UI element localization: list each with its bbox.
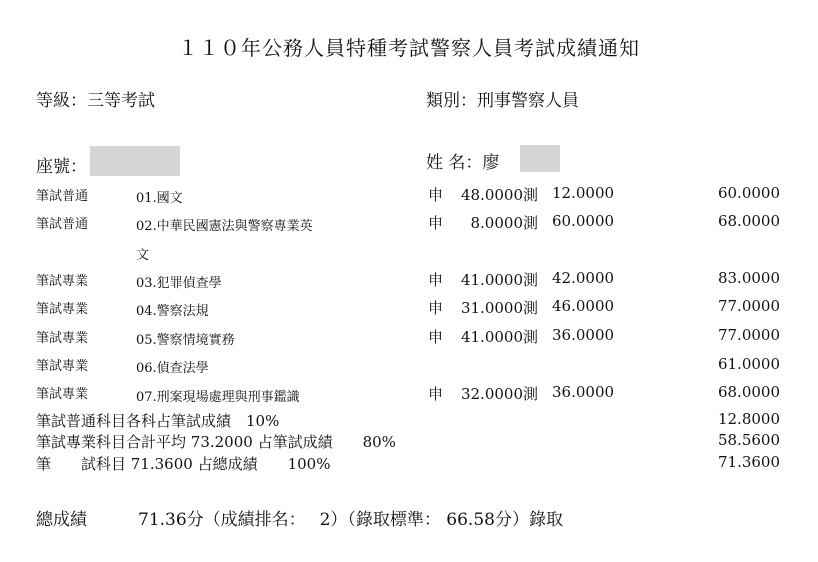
subject-score: 77.0000 (717, 297, 780, 315)
flag: 申 (428, 385, 444, 403)
redacted-seat-number (90, 146, 180, 176)
exam-type: 筆試專業 (36, 302, 89, 317)
subject-name: 07.刑案現場處理與刑事鑑識 (136, 390, 300, 405)
summary-label: 筆 試科目 71.3600 占總成績 100% (36, 455, 331, 473)
flag: 申 (428, 328, 444, 346)
score-b: 60.0000 (552, 212, 615, 230)
score-a: 31.0000測 (460, 299, 538, 317)
score-a: 32.0000測 (460, 385, 538, 403)
subject-score: 68.0000 (717, 212, 780, 230)
subject-name: 06.偵查法學 (136, 361, 209, 376)
summary-label: 筆試專業科目合計平均 73.2000 占筆試成績 80% (36, 433, 396, 451)
subject-score: 77.0000 (717, 326, 780, 344)
score-a: 8.0000測 (470, 214, 538, 232)
exam-type: 筆試專業 (36, 387, 89, 402)
score-b: 36.0000 (552, 383, 615, 401)
summary-value: 71.3600 (717, 453, 780, 471)
exam-grade: 等級：三等考試 (36, 91, 155, 111)
exam-type: 筆試專業 (36, 359, 89, 374)
redacted-name (520, 145, 560, 172)
score-a: 41.0000測 (460, 271, 538, 289)
seat-number-label: 座號： (36, 157, 87, 177)
total-score: 總成績 71.36分（成績排名： 2）（錄取標準： 66.58分）錄取 (36, 510, 563, 530)
score-b: 36.0000 (552, 326, 615, 344)
score-b: 46.0000 (552, 297, 615, 315)
subject-name: 02.中華民國憲法與警察專業英 (136, 219, 313, 234)
exam-type: 筆試專業 (36, 274, 89, 289)
candidate-name-label: 姓 名：廖 (426, 153, 500, 173)
subject-name: 05.警察情境實務 (136, 333, 235, 348)
subject-score: 68.0000 (717, 383, 780, 401)
flag: 申 (428, 214, 444, 232)
exam-type: 筆試專業 (36, 331, 89, 346)
subject-name: 04.警察法規 (136, 304, 209, 319)
exam-category: 類別：刑事警察人員 (426, 91, 579, 111)
flag: 申 (428, 271, 444, 289)
summary-label: 筆試普通科目各科占筆試成績 10% (36, 412, 280, 430)
summary-value: 58.5600 (717, 431, 780, 449)
score-a: 41.0000測 (460, 328, 538, 346)
score-a: 48.0000測 (460, 186, 538, 204)
flag: 申 (428, 299, 444, 317)
subject-name: 03.犯罪偵查學 (136, 276, 222, 291)
subject-score: 61.0000 (717, 355, 780, 373)
subject-score: 83.0000 (717, 269, 780, 287)
subject-name-continued: 文 (136, 248, 150, 263)
score-b: 12.0000 (552, 184, 615, 202)
subject-score: 60.0000 (717, 184, 780, 202)
exam-type: 筆試普通 (36, 189, 89, 204)
score-b: 42.0000 (552, 269, 615, 287)
page-title: １１０年公務人員特種考試警察人員考試成績通知 (178, 36, 640, 60)
exam-type: 筆試普通 (36, 217, 89, 232)
summary-value: 12.8000 (717, 410, 780, 428)
subject-name: 01.國文 (136, 191, 183, 206)
flag: 申 (428, 186, 444, 204)
